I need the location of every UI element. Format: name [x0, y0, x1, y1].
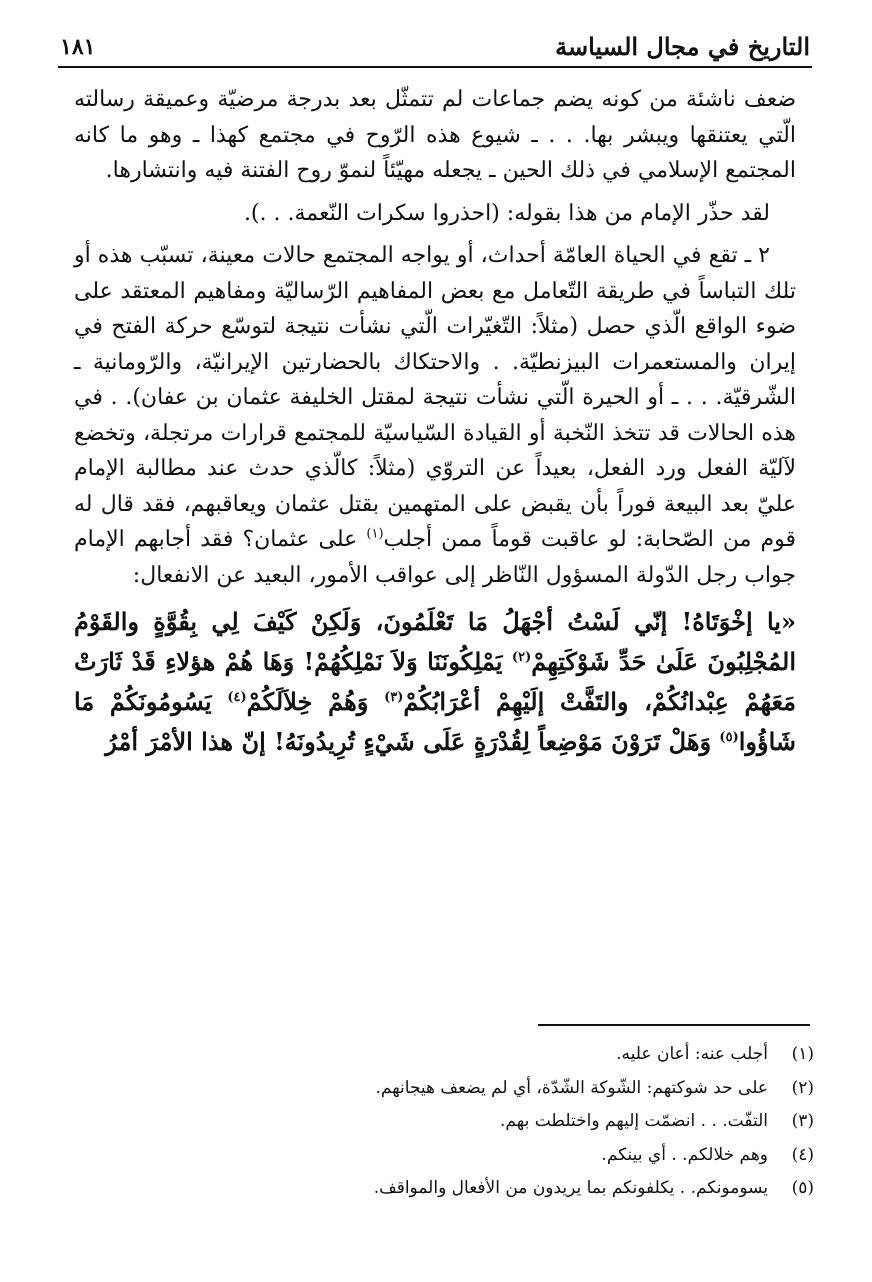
- footnote-text: على حد شوكتهم: الشّوكة الشّدّة، أي لم يضعف هيجانهم.: [375, 1077, 768, 1098]
- footnote-ref-1: (١): [366, 526, 384, 542]
- quote-part-5: وَهَلْ تَرَوْنَ مَوْضِعاً لِقُدْرَةٍ عَلَى شَيْءٍ تُرِيدُونَهُ! إنّ هذا الأمْرَ أمْرُ: [105, 727, 720, 756]
- footnote-text: يسومونكم. . يكلفونكم بما يريدون من الأفعال والمواقف.: [373, 1178, 768, 1198]
- footnote-ref-4: (٤): [227, 690, 247, 705]
- footnote: [120, 1072, 814, 1106]
- footnote-text: وهم خلالكم. . أي بينكم.: [601, 1144, 768, 1165]
- footnote: [120, 1038, 814, 1072]
- paragraph-2: لقد حذّر الإمام من هذا بقوله: (احذروا سكرات النّعمة. . .).: [243, 200, 770, 226]
- footnote-number: (٥): [791, 1178, 814, 1198]
- quote-part-4: يَسُومُونَكُمْ مَا شَاؤُوا: [74, 687, 796, 756]
- footnote-number: (١): [791, 1044, 814, 1064]
- paragraph-3-text-b: على عثمان؟ فقد أجابهم الإمام جواب رجل الدّولة المسؤول النّاظر إلى عواقب الأمور، البعيد عن الانفعال:: [74, 527, 796, 588]
- paragraph-3-text-a: ٢ ـ تقع في الحياة العامّة أحداث، أو يواجه المجتمع حالات معينة، تسبّب هذه أو تلك التباساً في طريقة التّعامل مع بعض المفاهيم الرّساليّة ومفاهيم المعتقد على ضوء الواقع الّذي حصل (مثلاً: التّغيّرات الّتي نشأت نتيجة لتوسّع حركة الفتح في إيران والمستعمرات البيزنطيّة. . والاحتكاك بالحضارتين الإيرانيّة، والرّومانية ـ الشّرقيّة. . . ـ أو الحيرة الّتي نشأت نتيجة لمقتل الخليفة عثمان بن عفان). . في هذه الحالات قد تتخذ النّخبة أو القيادة السّياسيّة للمجتمع قرارات مرتجلة، وتخضع لآليّة الفعل ورد الفعل، بعيداً عن التروّي (مثلاً: كالّذي حدث عند مطالبة الإمام عليّ بعد البيعة فوراً بأن يقبض على المتهمين بقتل عثمان ويعاقبهم، فقد قال له قوم من الصّحابة: لو عاقبت قوماً ممن أجلب: [74, 243, 796, 552]
- footnote: [120, 1105, 814, 1139]
- footnote-number: (٤): [791, 1144, 814, 1165]
- paragraph-1: ضعف ناشئة من كونه يضم جماعات لم تتمثّل بعد بدرجة مرضيّة وعميقة رسالته الّتي يعتنقها ويبشر بها. . . ـ شيوع هذه الرّوح في مجتمع كهذا ـ وهو ما كانه المجتمع الإسلامي في ذلك الحين ـ يجعله مهيّئاً لنموّ روح الفتنة فيه وانتشارها.: [74, 87, 796, 183]
- page-header: [60, 26, 810, 66]
- quote-part-2: يَمْلِكُونَنَا وَلاَ نَمْلِكُهُمْ! وَهَا هُمْ هؤلاءِ قَدْ ثَارَتْ مَعَهُمْ عِبْدانُكُمْ، والتَفَّتْ إلَيْهِمْ أعْرَابُكُمْ: [74, 647, 797, 716]
- page-number: ١٨١: [60, 34, 96, 60]
- footnote-number: (٢): [791, 1077, 814, 1098]
- footnote-text: التفّت. . . انضمّت إليهم واختلطت بهم.: [500, 1111, 768, 1131]
- footnote-ref-3: (٣): [384, 690, 404, 705]
- footnote: [120, 1139, 814, 1173]
- paragraph-3: [74, 238, 796, 593]
- header-rule: [58, 66, 812, 68]
- footnote-rule: [538, 1024, 810, 1026]
- footnote-ref-2: (٢): [511, 650, 532, 665]
- main-text: [74, 82, 796, 762]
- footnotes: [120, 1038, 814, 1206]
- footnote: [120, 1172, 814, 1206]
- running-title: التاريخ في مجال السياسة: [555, 32, 810, 61]
- footnote-text: أجلب عنه: أعان عليه.: [616, 1044, 768, 1064]
- footnote-number: (٣): [791, 1111, 814, 1131]
- quote-part-3: وَهُمْ خِلاَلَكُمْ: [246, 687, 385, 716]
- quote-part-1: «يا إخْوَتَاهُ! إنّي لَسْتُ أجْهَلُ مَا تَعْلَمُونَ، وَلَكِنْ كَيْفَ لِي بِقُوَّةٍ والقَوْمُ المُجْلِبُونَ عَلَىٰ حَدِّ شَوْكَتِهِمْ: [74, 607, 796, 676]
- imam-quote: [74, 602, 796, 762]
- footnote-ref-5: (٥): [719, 730, 739, 745]
